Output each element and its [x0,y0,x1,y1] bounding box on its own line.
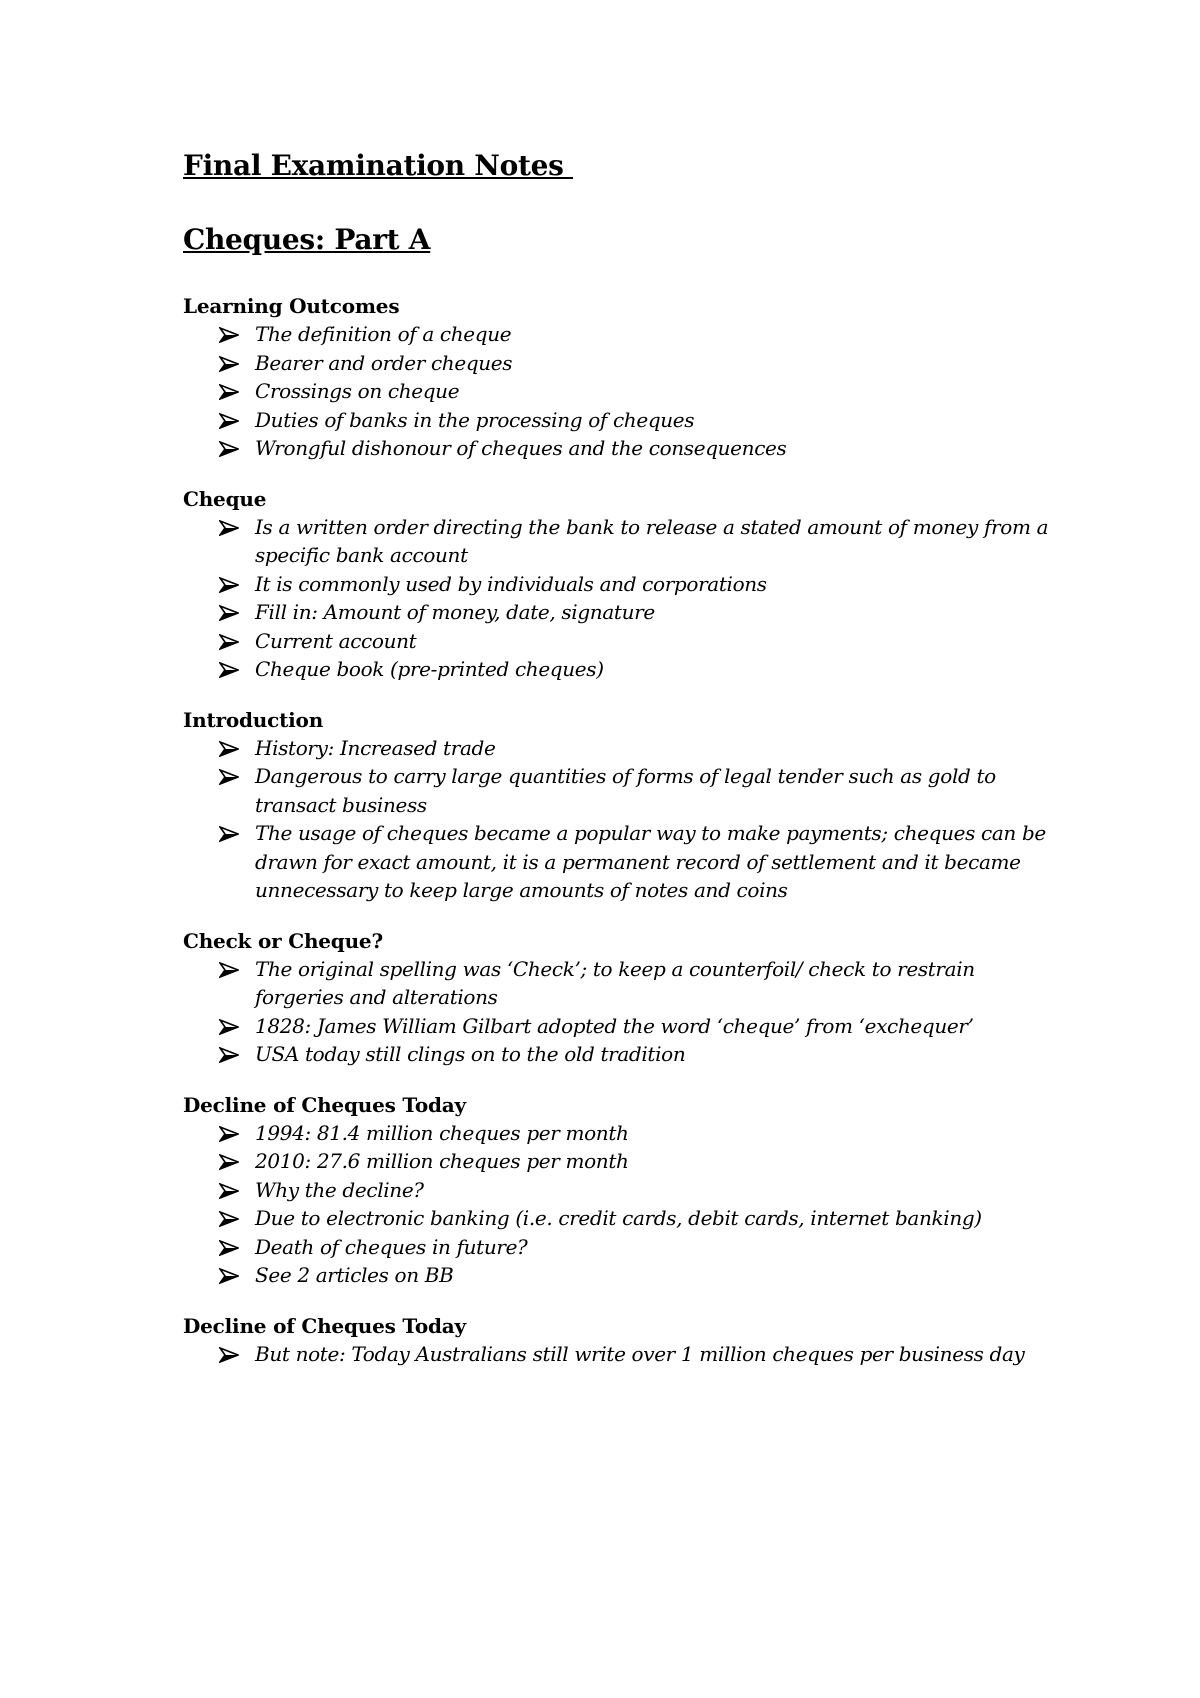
list-item [255,320,1063,349]
arrowhead-bullet-icon [219,577,239,593]
list-item-text: Wrongful dishonour of cheques and the consequences [255,436,787,460]
list-item-text: 2010: 27.6 million cheques per month [255,1149,629,1173]
list-item-text: USA today still clings on to the old tradition [255,1042,686,1066]
section-introduction [183,706,1063,905]
arrowhead-bullet-icon [219,662,239,678]
list-item-text: It is commonly used by individuals and corporations [255,571,767,596]
list-item [255,1012,1063,1041]
document-title: Final Examination Notes [183,149,574,182]
arrowhead-bullet-icon [219,1126,239,1142]
list-item [255,349,1063,378]
list-item-text: Current account [255,628,417,653]
list-item-text: Cheque book (pre-printed cheques) [255,657,604,681]
arrowhead-bullet-icon [219,441,239,457]
document-subtitle: Cheques: Part A [183,223,431,256]
list-item [255,1119,1063,1148]
arrowhead-bullet-icon [219,520,239,536]
document-page [183,140,1063,1368]
list-item [255,1204,1063,1233]
list-item [255,598,1063,627]
arrowhead-bullet-icon [219,826,239,842]
notes-sections [183,292,1063,1368]
section-heading: Check or Cheque? [183,928,383,953]
bullet-list [183,955,1063,1069]
list-item [255,377,1063,406]
list-item-text: But note: Today Australians still write over 1 million cheques per business day [255,1341,1025,1366]
list-item [255,1147,1063,1176]
list-item [255,655,1063,684]
bullet-list [183,513,1063,684]
arrowhead-bullet-icon [219,384,239,400]
section-learning-outcomes [183,292,1063,463]
list-item-text: 1828: James William Gilbart adopted the word ‘cheque’ from ‘exchequer’ [255,1013,974,1038]
list-item [255,1176,1063,1205]
list-item [255,1233,1063,1262]
list-item-text: Why the decline? [255,1177,424,1202]
arrowhead-bullet-icon [219,356,239,372]
list-item-text: Bearer and order cheques [255,350,513,375]
list-item [255,406,1063,435]
list-item [255,434,1063,463]
bullet-list [183,1340,1063,1369]
arrowhead-bullet-icon [219,634,239,650]
list-item-text: Duties of banks in the processing of cheques [255,407,695,432]
arrowhead-bullet-icon [219,1183,239,1199]
section-heading: Learning Outcomes [183,294,400,318]
arrowhead-bullet-icon [219,741,239,757]
arrowhead-bullet-icon [219,1154,239,1170]
list-item-text: The original spelling was ‘Check’; to keep a counterfoil/ check to restrain forgeries and alterations [255,956,975,1009]
arrowhead-bullet-icon [219,1347,239,1363]
arrowhead-bullet-icon [219,1268,239,1284]
arrowhead-bullet-icon [219,605,239,621]
arrowhead-bullet-icon [219,1211,239,1227]
bullet-list [183,734,1063,905]
list-item-text: Is a written order directing the bank to release a stated amount of money from a specific bank account [255,514,1049,567]
list-item-text: See 2 articles on BB [255,1263,454,1287]
section-cheque [183,485,1063,684]
list-item-text: Death of cheques in future? [255,1234,528,1259]
list-item-text: Fill in: Amount of money, date, signature [255,600,655,624]
section-decline-of-cheques-today [183,1312,1063,1369]
bullet-list [183,320,1063,463]
section-heading: Cheque [183,486,267,511]
section-check-or-cheque [183,927,1063,1069]
section-heading: Introduction [183,707,324,732]
list-item-text: History: Increased trade [255,735,496,760]
arrowhead-bullet-icon [219,413,239,429]
list-item-text: The usage of cheques became a popular way to make payments; cheques can be drawn for exact amount, it is a permanent record of settlement and it became unnecessary to keep large amounts of notes and coins [255,821,1046,902]
bullet-list [183,1119,1063,1290]
section-heading: Decline of Cheques Today [183,1092,466,1117]
list-item-text: Crossings on cheque [255,379,460,403]
list-item-text: Due to electronic banking (i.e. credit cards, debit cards, internet banking) [255,1206,982,1230]
arrowhead-bullet-icon [219,1240,239,1256]
arrowhead-bullet-icon [219,1047,239,1063]
list-item-text: The definition of a cheque [255,322,512,346]
list-item [255,627,1063,656]
list-item [255,819,1063,905]
arrowhead-bullet-icon [219,769,239,785]
arrowhead-bullet-icon [219,327,239,343]
list-item [255,1261,1063,1290]
list-item [255,513,1063,570]
list-item [255,955,1063,1012]
list-item [255,570,1063,599]
list-item-text: Dangerous to carry large quantities of forms of legal tender such as gold to transact business [255,764,996,817]
list-item [255,762,1063,819]
list-item [255,1340,1063,1369]
list-item [255,734,1063,763]
list-item-text: 1994: 81.4 million cheques per month [255,1120,629,1145]
arrowhead-bullet-icon [219,1019,239,1035]
section-decline-of-cheques-today [183,1091,1063,1290]
arrowhead-bullet-icon [219,962,239,978]
list-item [255,1040,1063,1069]
section-heading: Decline of Cheques Today [183,1313,466,1338]
